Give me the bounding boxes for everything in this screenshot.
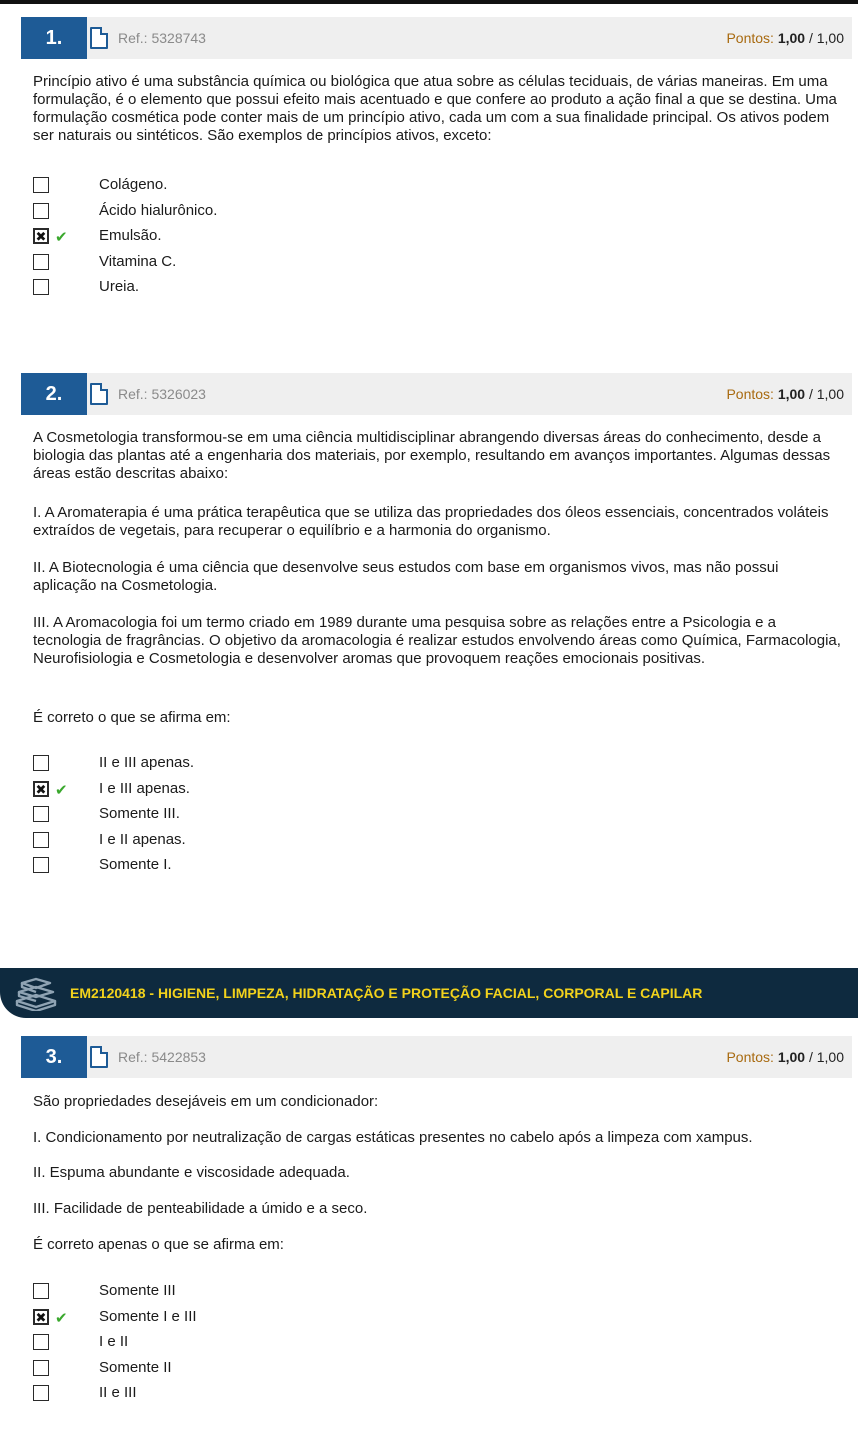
option-label: Ácido hialurônico. bbox=[99, 201, 218, 219]
option-checkbox[interactable] bbox=[33, 203, 49, 219]
option-label: Somente III bbox=[99, 1282, 176, 1299]
question-3-statement-iii: III. Facilidade de penteabilidade a úmido e a seco. bbox=[33, 1200, 368, 1217]
option-checkbox[interactable] bbox=[33, 254, 49, 270]
option-checkbox[interactable]: ✖ bbox=[33, 1309, 49, 1325]
option-checkbox[interactable]: ✖ bbox=[33, 228, 49, 244]
option-checkbox[interactable] bbox=[33, 806, 49, 822]
option-label: II e III apenas. bbox=[99, 754, 195, 771]
question-1-options bbox=[33, 175, 533, 303]
option[interactable] bbox=[33, 1307, 533, 1333]
option-checkbox[interactable] bbox=[33, 755, 49, 771]
question-points bbox=[726, 17, 844, 59]
option-checkbox[interactable] bbox=[33, 1334, 49, 1350]
points-max: / 1,00 bbox=[808, 1049, 844, 1065]
option-checkbox[interactable]: ✖ bbox=[33, 781, 49, 797]
top-border bbox=[0, 0, 858, 4]
question-number: 1. bbox=[21, 17, 87, 59]
question-number: 2. bbox=[21, 373, 87, 415]
option-label: Emulsão. bbox=[99, 227, 162, 244]
option-label: Somente III. bbox=[99, 805, 180, 822]
points-value: 1,00 bbox=[777, 386, 806, 402]
document-icon[interactable] bbox=[90, 383, 108, 405]
option-label: Somente II bbox=[99, 1358, 172, 1376]
option[interactable] bbox=[33, 201, 533, 227]
option-checkbox[interactable] bbox=[33, 1283, 49, 1299]
option-checkbox[interactable] bbox=[33, 1385, 49, 1401]
question-2-options bbox=[33, 753, 533, 881]
option-checkbox[interactable] bbox=[33, 832, 49, 848]
question-3-statement-i: I. Condicionamento por neutralização de cargas estáticas presentes no cabelo após a limpeza com xampus. bbox=[33, 1129, 753, 1146]
document-icon[interactable] bbox=[90, 27, 108, 49]
question-points bbox=[726, 1036, 844, 1078]
question-points bbox=[726, 373, 844, 415]
question-2-statement-ii: II. A Biotecnologia é uma ciência que desenvolve seus estudos com base em organismos vivos, mas não possui aplicação na Cosmetologia. bbox=[33, 559, 779, 594]
correct-check-icon: ✔ bbox=[55, 781, 68, 799]
books-icon bbox=[14, 977, 58, 1011]
option-label: Somente I. bbox=[99, 856, 172, 873]
question-2-prompt: É correto o que se afirma em: bbox=[33, 709, 231, 726]
option[interactable] bbox=[33, 830, 533, 856]
option[interactable] bbox=[33, 277, 533, 303]
points-label: Pontos: bbox=[726, 1049, 774, 1065]
option-label: Colágeno. bbox=[99, 176, 168, 193]
option[interactable] bbox=[33, 753, 533, 779]
points-value: 1,00 bbox=[777, 30, 806, 46]
question-2-header bbox=[21, 373, 852, 415]
option[interactable] bbox=[33, 1358, 533, 1384]
option-label: I e II apenas. bbox=[99, 830, 186, 848]
option-label: Vitamina C. bbox=[99, 252, 177, 270]
question-3-header bbox=[21, 1036, 852, 1078]
document-icon[interactable] bbox=[90, 1046, 108, 1068]
question-ref: Ref.: 5422853 bbox=[118, 1049, 206, 1065]
option[interactable] bbox=[33, 804, 533, 830]
question-ref: Ref.: 5326023 bbox=[118, 386, 206, 402]
question-2-statement-i: I. A Aromaterapia é uma prática terapêutica que se utiliza das propriedades dos óleos essenciais, concentrados voláteis extraídos de vegetais, para recuperar o equilíbrio e a harmonia do organismo. bbox=[33, 504, 829, 539]
option[interactable] bbox=[33, 1383, 533, 1409]
option-label: Somente I e III bbox=[99, 1307, 197, 1325]
question-3-statement-ii: II. Espuma abundante e viscosidade adequada. bbox=[33, 1164, 350, 1181]
question-ref: Ref.: 5328743 bbox=[118, 30, 206, 46]
option-label: I e II bbox=[99, 1333, 129, 1350]
option[interactable] bbox=[33, 226, 533, 252]
option[interactable] bbox=[33, 1332, 533, 1358]
points-max: / 1,00 bbox=[808, 30, 844, 46]
option-checkbox[interactable] bbox=[33, 279, 49, 295]
section-title: EM2120418 - HIGIENE, LIMPEZA, HIDRATAÇÃO E PROTEÇÃO FACIAL, CORPORAL E CAPILAR bbox=[70, 985, 703, 1001]
points-value: 1,00 bbox=[777, 1049, 806, 1065]
option[interactable] bbox=[33, 175, 533, 201]
option[interactable] bbox=[33, 855, 533, 881]
option-checkbox[interactable] bbox=[33, 177, 49, 193]
option-checkbox[interactable] bbox=[33, 857, 49, 873]
question-1-header bbox=[21, 17, 852, 59]
option[interactable] bbox=[33, 779, 533, 805]
question-2-intro: A Cosmetologia transformou-se em uma ciência multidisciplinar abrangendo diversas áreas do conhecimento, desde a biologia das plantas até a engenharia dos materiais, por exemplo, resultando em avanços importantes. Algumas dessas áreas estão descritas abaixo: bbox=[33, 429, 831, 482]
option[interactable] bbox=[33, 252, 533, 278]
points-label: Pontos: bbox=[726, 30, 774, 46]
option-label: II e III bbox=[99, 1384, 137, 1401]
option-label: Ureia. bbox=[99, 278, 140, 295]
correct-check-icon: ✔ bbox=[55, 229, 68, 246]
question-3-prompt: É correto apenas o que se afirma em: bbox=[33, 1236, 284, 1253]
option-label: I e III apenas. bbox=[99, 779, 190, 797]
question-3-intro: São propriedades desejáveis em um condicionador: bbox=[33, 1093, 379, 1110]
section-banner bbox=[0, 968, 858, 1018]
question-3-options bbox=[33, 1281, 533, 1409]
option-checkbox[interactable] bbox=[33, 1360, 49, 1376]
question-1-text: Princípio ativo é uma substância química ou biológica que atua sobre as células teciduais, de várias maneiras. Em uma formulação, é o elemento que possui efeito mais acentuado e que confere ao produto a ação final a que se destina. Uma formulação cosmética pode conter mais de um princípio ativo, cada um com a sua finalidade principal. Os ativos podem ser naturais ou sintéticos. São exemplos de princípios ativos, exceto: bbox=[33, 73, 837, 144]
correct-check-icon: ✔ bbox=[55, 1309, 68, 1327]
option[interactable] bbox=[33, 1281, 533, 1307]
question-2-statement-iii: III. A Aromacologia foi um termo criado em 1989 durante uma pesquisa sobre as relações entre a Psicologia e a tecnologia de fragrâncias. O objetivo da aromacologia é realizar estudos envolvendo áreas como Química, Farmacologia, Neurofisiologia e Cosmetologia e desenvolver aromas que provoquem reações emocionais positivas. bbox=[33, 614, 841, 667]
question-number: 3. bbox=[21, 1036, 87, 1078]
points-max: / 1,00 bbox=[808, 386, 844, 402]
points-label: Pontos: bbox=[726, 386, 774, 402]
